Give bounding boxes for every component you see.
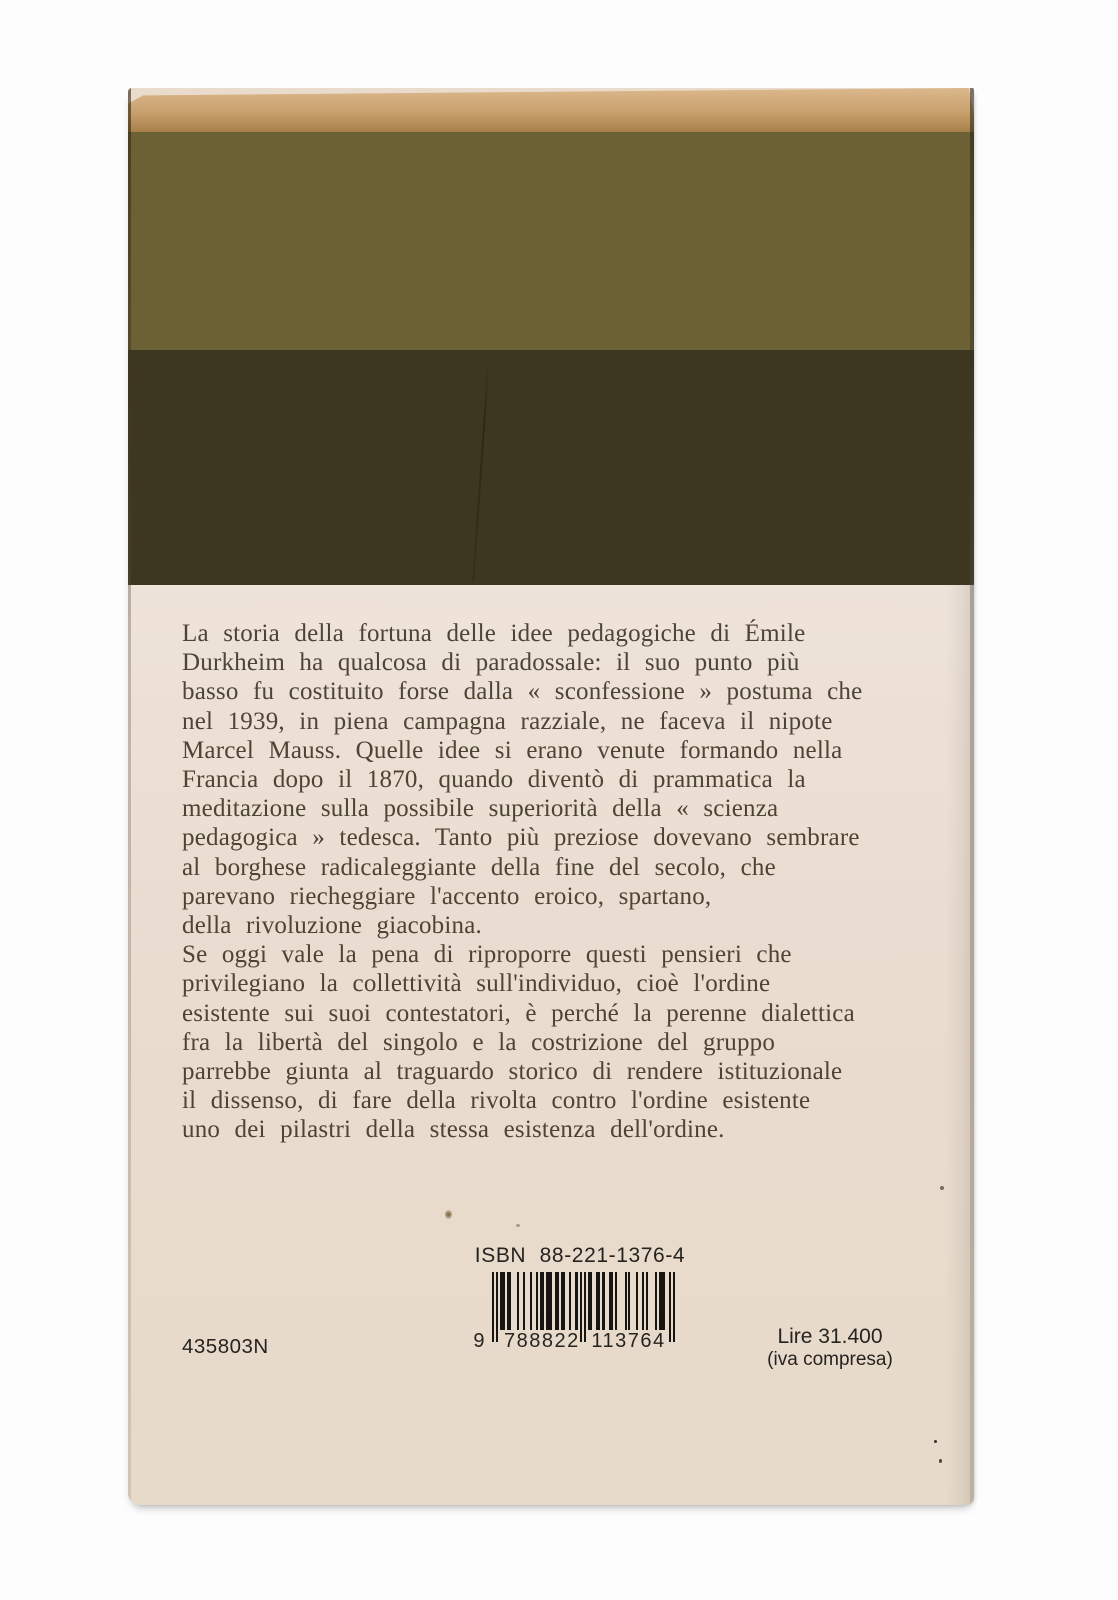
barcode-digit-first: 9 [473, 1330, 486, 1352]
blurb-line: Durkheim ha qualcosa di paradossale: il suo punto più [182, 649, 800, 677]
isbn-label: ISBN 88-221-1376-4 [474, 1244, 686, 1267]
blurb-line: parrebbe giunta al traguardo storico di rendere istituzionale [182, 1058, 843, 1086]
barcode-digits-right: 113764 [591, 1330, 666, 1352]
blurb-line: parevano riecheggiare l'accento eroico, spartano, [182, 882, 712, 910]
price-block [760, 1325, 900, 1370]
book-top-page-edge [128, 88, 974, 134]
blurb-line: La storia della fortuna delle idee pedagogiche di Émile [182, 620, 806, 647]
price-vat-note: (iva compresa) [767, 1348, 893, 1370]
cover-band-olive-light [128, 132, 974, 350]
stain-speck [445, 1210, 452, 1219]
book-back-cover [128, 88, 974, 1505]
stain-speck [516, 1224, 520, 1227]
cover-band-olive-dark [128, 350, 974, 586]
page-edge-right [970, 88, 974, 1505]
barcode-digits-left: 788822 [504, 1330, 580, 1352]
blurb-line: il dissenso, di fare della rivolta contro l'ordine esistente [182, 1087, 811, 1115]
blurb-line: Se oggi vale la pena di riproporre questi pensieri che [182, 941, 792, 969]
stain-speck [939, 1459, 942, 1463]
blurb-line: Francia dopo il 1870, quando diventò di prammatica la [182, 766, 806, 794]
blurb-line: pedagogica » tedesca. Tanto più preziose dovevano sembrare [182, 824, 860, 852]
blurb-line: nel 1939, in piena campagna razziale, ne faceva il nipote [182, 707, 833, 735]
catalog-number: 435803N [182, 1335, 269, 1358]
blurb-line: esistente sui suoi contestatori, è perché la perenne dialettica [182, 999, 855, 1027]
blurb-line: meditazione sulla possibile superiorità della « scienza [182, 795, 779, 823]
blurb [182, 619, 898, 1145]
blurb-line: della rivoluzione giacobina. [182, 912, 482, 940]
cover-edge-left [128, 88, 131, 1505]
stain-speck [940, 1186, 944, 1190]
blurb-line: privilegiano la collettività sull'individuo, cioè l'ordine [182, 970, 771, 998]
price-amount: Lire 31.400 [777, 1325, 883, 1348]
blurb-line: Marcel Mauss. Quelle idee si erano venute formando nella [182, 736, 843, 764]
blurb-line: al borghese radicaleggiante della fine del secolo, che [182, 853, 776, 881]
blurb-line: fra la libertà del singolo e la costrizione del gruppo [182, 1028, 776, 1056]
blurb-line: uno dei pilastri della stessa esistenza dell'ordine. [182, 1116, 725, 1144]
blurb-line: basso fu costituito forse dalla « sconfessione » postuma che [182, 678, 863, 706]
stain-speck [934, 1440, 937, 1443]
